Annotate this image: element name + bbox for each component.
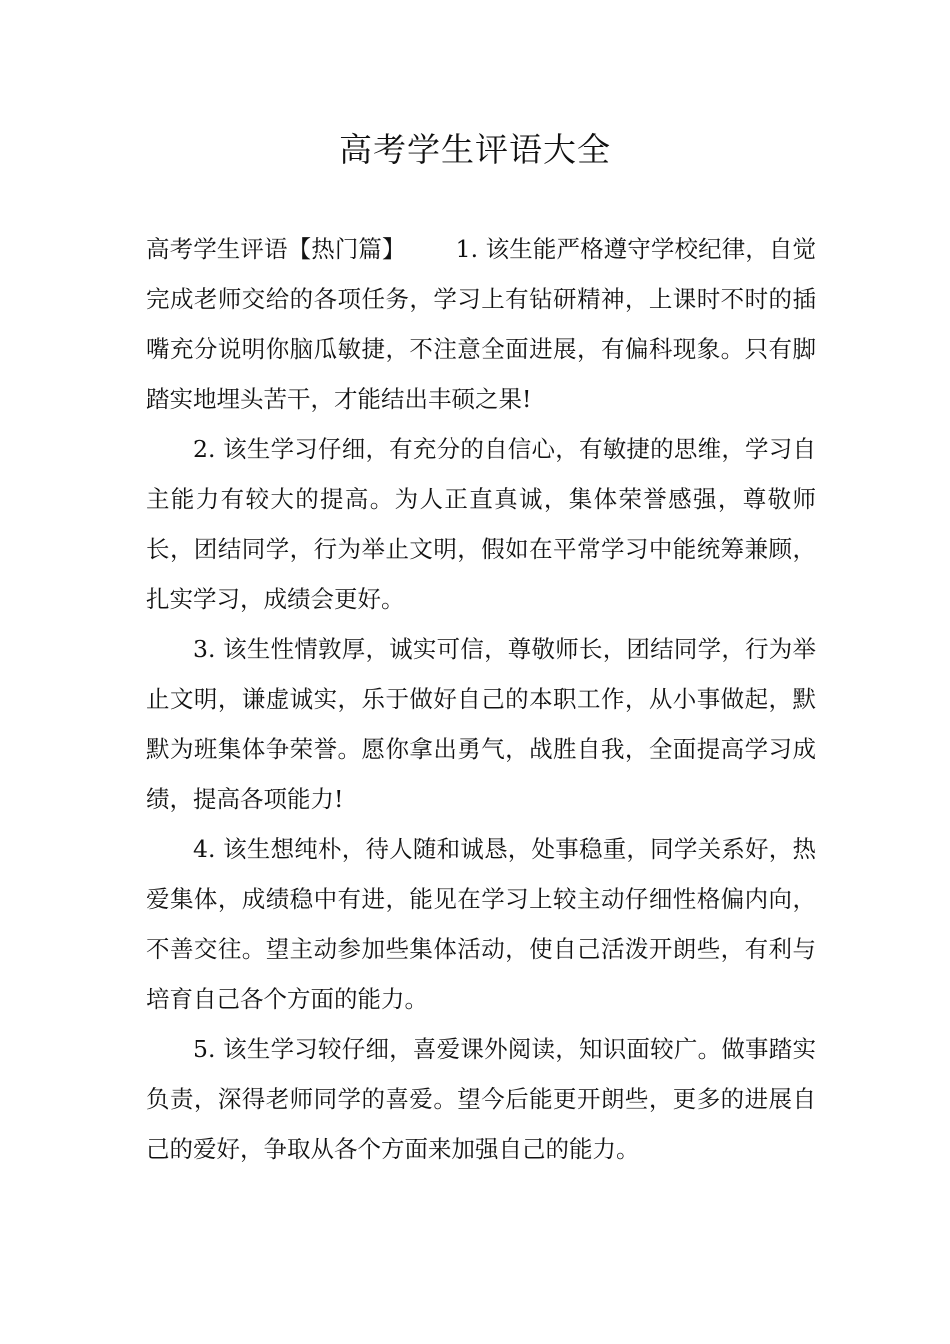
paragraph-1 (146, 224, 816, 424)
paragraph-4: 4. 该生想纯朴，待人随和诚恳，处事稳重，同学关系好，热爱集体，成绩稳中有进，能见在学习上较主动仔细性格偏内向，不善交往。望主动参加些集体活动，使自己活泼开朗些，有利与培育自己各个方面的能力。 (146, 835, 816, 1013)
intro-heading: 高考学生评语【热门篇】 (146, 235, 406, 263)
page-title: 高考学生评语大全 (339, 130, 611, 169)
paragraph-3: 3. 该生性情敦厚，诚实可信，尊敬师长，团结同学，行为举止文明，谦虚诚实，乐于做好自己的本职工作，从小事做起，默默为班集体争荣誉。愿你拿出勇气，战胜自我，全面提高学习成绩，提高各项能力! (146, 635, 816, 813)
paragraph-2: 2. 该生学习仔细，有充分的自信心，有敏捷的思维，学习自主能力有较大的提高。为人正直真诚，集体荣誉感强，尊敬师长，团结同学，行为举止文明，假如在平常学习中能统筹兼顾，扎实学习，成绩会更好。 (146, 435, 816, 613)
paragraph-5: 5. 该生学习较仔细，喜爱课外阅读，知识面较广。做事踏实负责，深得老师同学的喜爱。望今后能更开朗些，更多的进展自己的爱好，争取从各个方面来加强自己的能力。 (146, 1035, 816, 1163)
document-body (146, 224, 816, 1174)
paragraph-1-text: 1. 该生能严格遵守学校纪律，自觉完成老师交给的各项任务，学习上有钻研精神，上课时不时的插嘴充分说明你脑瓜敏捷，不注意全面进展，有偏科现象。只有脚踏实地埋头苦干，才能结出丰硕之果! (146, 235, 816, 413)
